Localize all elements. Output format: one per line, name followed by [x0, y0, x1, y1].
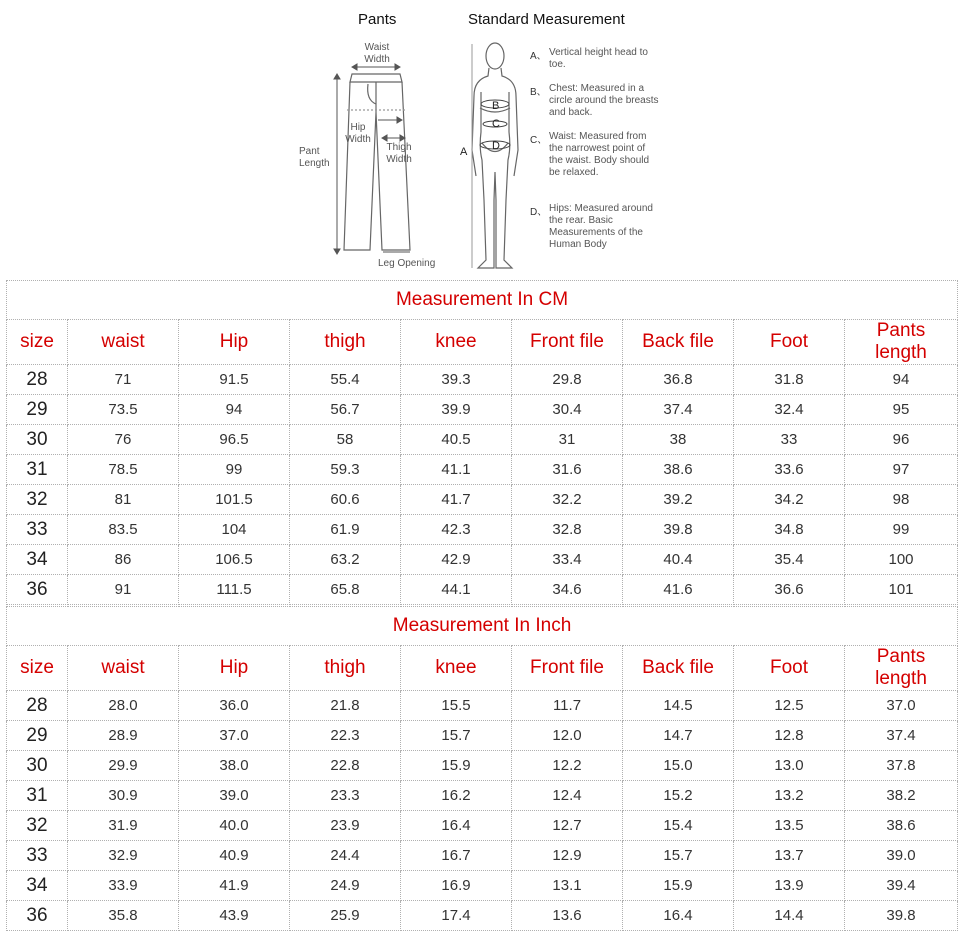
col-header-knee: knee: [401, 320, 512, 365]
col-header-thigh: thigh: [290, 646, 401, 691]
value-cell: 38.6: [623, 455, 734, 485]
col-header-back-file: Back file: [623, 320, 734, 365]
col-header-size: size: [7, 320, 68, 365]
table-row: [7, 781, 958, 811]
value-cell: 22.3: [290, 721, 401, 751]
table-row: [7, 901, 958, 931]
hip-width-label: [340, 122, 376, 146]
value-cell: 56.7: [290, 395, 401, 425]
size-cell: 28: [7, 691, 68, 721]
value-cell: 36.6: [734, 575, 845, 605]
note-c-text: Waist: Measured from the narrowest point of the waist. Body should be relaxed.: [549, 131, 650, 178]
size-cell: 32: [7, 811, 68, 841]
value-cell: 28.9: [68, 721, 179, 751]
value-cell: 16.2: [401, 781, 512, 811]
value-cell: 12.5: [734, 691, 845, 721]
value-cell: 44.1: [401, 575, 512, 605]
value-cell: 23.9: [290, 811, 401, 841]
value-cell: 16.7: [401, 841, 512, 871]
col-header-pants-length: [845, 320, 958, 365]
size-cell: 33: [7, 841, 68, 871]
cm-table-caption: Measurement In CM: [7, 281, 958, 320]
value-cell: 101.5: [179, 485, 290, 515]
note-c-key: C、: [530, 135, 548, 146]
pant-length-label-line1: Pant: [299, 146, 320, 157]
value-cell: 42.3: [401, 515, 512, 545]
table-row: [7, 721, 958, 751]
value-cell: 35.4: [734, 545, 845, 575]
value-cell: 22.8: [290, 751, 401, 781]
waist-width-label-line1: Waist: [364, 42, 390, 53]
value-cell: 34.6: [512, 575, 623, 605]
value-cell: 40.4: [623, 545, 734, 575]
value-cell: 15.7: [401, 721, 512, 751]
table-row: [7, 395, 958, 425]
value-cell: 28.0: [68, 691, 179, 721]
table-row: [7, 545, 958, 575]
value-cell: 16.4: [401, 811, 512, 841]
value-cell: 60.6: [290, 485, 401, 515]
value-cell: 33: [734, 425, 845, 455]
size-cell: 34: [7, 545, 68, 575]
value-cell: 16.9: [401, 871, 512, 901]
size-cell: 33: [7, 515, 68, 545]
value-cell: 31: [512, 425, 623, 455]
value-cell: 94: [845, 365, 958, 395]
value-cell: 97: [845, 455, 958, 485]
table-row: [7, 811, 958, 841]
value-cell: 17.4: [401, 901, 512, 931]
col-header-front-file: Front file: [512, 646, 623, 691]
value-cell: 81: [68, 485, 179, 515]
col-header-waist: waist: [68, 320, 179, 365]
value-cell: 15.9: [623, 871, 734, 901]
value-cell: 36.0: [179, 691, 290, 721]
value-cell: 76: [68, 425, 179, 455]
col-header-back-file: Back file: [623, 646, 734, 691]
value-cell: 42.9: [401, 545, 512, 575]
size-cell: 34: [7, 871, 68, 901]
value-cell: 33.9: [68, 871, 179, 901]
value-cell: 99: [179, 455, 290, 485]
table-row: [7, 841, 958, 871]
note-d-text: Hips: Measured around the rear. Basic Measurements of the Human Body: [549, 203, 653, 250]
value-cell: 106.5: [179, 545, 290, 575]
value-cell: 13.7: [734, 841, 845, 871]
col-header-foot: Foot: [734, 646, 845, 691]
value-cell: 91.5: [179, 365, 290, 395]
thigh-width-label-line2: Width: [386, 154, 412, 165]
table-row: [7, 871, 958, 901]
value-cell: 33.4: [512, 545, 623, 575]
value-cell: 61.9: [290, 515, 401, 545]
cm-table-body: [7, 365, 958, 605]
value-cell: 86: [68, 545, 179, 575]
pant-length-label-line2: Length: [299, 158, 330, 169]
value-cell: 32.8: [512, 515, 623, 545]
value-cell: 37.8: [845, 751, 958, 781]
value-cell: 15.9: [401, 751, 512, 781]
value-cell: 12.8: [734, 721, 845, 751]
inch-size-table: [6, 606, 958, 931]
value-cell: 40.5: [401, 425, 512, 455]
thigh-width-label: [381, 142, 417, 166]
value-cell: 96: [845, 425, 958, 455]
inch-table-header-row: [7, 646, 958, 691]
note-b-text: Chest: Measured in a circle around the breasts and back.: [549, 83, 659, 118]
value-cell: 13.6: [512, 901, 623, 931]
hip-width-label-line2: Width: [345, 134, 371, 145]
col-header-waist: waist: [68, 646, 179, 691]
measurement-diagram: [0, 0, 962, 278]
size-cell: 32: [7, 485, 68, 515]
value-cell: 13.0: [734, 751, 845, 781]
value-cell: 23.3: [290, 781, 401, 811]
value-cell: 15.4: [623, 811, 734, 841]
value-cell: 78.5: [68, 455, 179, 485]
body-letter-c: C: [492, 118, 500, 130]
value-cell: 36.8: [623, 365, 734, 395]
standard-measurement-title: Standard Measurement: [468, 11, 625, 28]
size-cell: 29: [7, 721, 68, 751]
value-cell: 32.9: [68, 841, 179, 871]
value-cell: 39.0: [179, 781, 290, 811]
table-row: [7, 485, 958, 515]
table-row: [7, 455, 958, 485]
value-cell: 12.7: [512, 811, 623, 841]
value-cell: 24.9: [290, 871, 401, 901]
value-cell: 13.2: [734, 781, 845, 811]
table-row: [7, 691, 958, 721]
value-cell: 111.5: [179, 575, 290, 605]
col-header-size: size: [7, 646, 68, 691]
note-b-key: B、: [530, 87, 547, 98]
note-a-text: Vertical height head to toe.: [549, 47, 648, 70]
value-cell: 34.8: [734, 515, 845, 545]
note-d-key: D、: [530, 207, 548, 218]
value-cell: 95: [845, 395, 958, 425]
col-header-front-file: Front file: [512, 320, 623, 365]
note-a-key: A、: [530, 51, 547, 62]
value-cell: 12.9: [512, 841, 623, 871]
value-cell: 71: [68, 365, 179, 395]
value-cell: 37.0: [845, 691, 958, 721]
value-cell: 12.2: [512, 751, 623, 781]
value-cell: 37.4: [845, 721, 958, 751]
pant-length-label: [299, 146, 339, 170]
value-cell: 30.4: [512, 395, 623, 425]
value-cell: 39.2: [623, 485, 734, 515]
pants-title: Pants: [358, 11, 397, 28]
value-cell: 101: [845, 575, 958, 605]
table-row: [7, 515, 958, 545]
size-cell: 36: [7, 575, 68, 605]
value-cell: 15.7: [623, 841, 734, 871]
value-cell: 38.6: [845, 811, 958, 841]
inch-table-caption: Measurement In Inch: [7, 607, 958, 646]
value-cell: 13.5: [734, 811, 845, 841]
waist-width-label: [358, 42, 396, 66]
value-cell: 39.4: [845, 871, 958, 901]
body-letter-d: D: [492, 140, 500, 152]
value-cell: 73.5: [68, 395, 179, 425]
value-cell: 15.0: [623, 751, 734, 781]
body-illustration: [472, 43, 518, 268]
value-cell: 91: [68, 575, 179, 605]
value-cell: 32.4: [734, 395, 845, 425]
value-cell: 39.8: [623, 515, 734, 545]
size-cell: 30: [7, 425, 68, 455]
value-cell: 29.8: [512, 365, 623, 395]
value-cell: 15.5: [401, 691, 512, 721]
size-cell: 28: [7, 365, 68, 395]
value-cell: 21.8: [290, 691, 401, 721]
value-cell: 12.4: [512, 781, 623, 811]
value-cell: 39.9: [401, 395, 512, 425]
value-cell: 24.4: [290, 841, 401, 871]
size-cell: 29: [7, 395, 68, 425]
col-header-pants-length-line1: Pants: [876, 320, 926, 341]
value-cell: 14.7: [623, 721, 734, 751]
value-cell: 13.9: [734, 871, 845, 901]
col-header-pants-length-line2: length: [875, 342, 927, 363]
value-cell: 41.1: [401, 455, 512, 485]
value-cell: 11.7: [512, 691, 623, 721]
col-header-pants-length-line1: Pants: [876, 646, 926, 667]
value-cell: 15.2: [623, 781, 734, 811]
value-cell: 96.5: [179, 425, 290, 455]
value-cell: 41.6: [623, 575, 734, 605]
value-cell: 65.8: [290, 575, 401, 605]
waist-width-label-line2: Width: [364, 54, 390, 65]
value-cell: 14.5: [623, 691, 734, 721]
value-cell: 32.2: [512, 485, 623, 515]
value-cell: 58: [290, 425, 401, 455]
value-cell: 43.9: [179, 901, 290, 931]
value-cell: 30.9: [68, 781, 179, 811]
value-cell: 35.8: [68, 901, 179, 931]
value-cell: 38.2: [845, 781, 958, 811]
value-cell: 83.5: [68, 515, 179, 545]
col-header-thigh: thigh: [290, 320, 401, 365]
cm-size-table: [6, 280, 958, 605]
hip-width-label-line1: Hip: [350, 122, 366, 133]
table-row: [7, 365, 958, 395]
body-letter-b: B: [492, 100, 500, 112]
value-cell: 31.6: [512, 455, 623, 485]
value-cell: 38: [623, 425, 734, 455]
col-header-hip: Hip: [179, 646, 290, 691]
cm-table-header-row: [7, 320, 958, 365]
value-cell: 25.9: [290, 901, 401, 931]
value-cell: 40.0: [179, 811, 290, 841]
value-cell: 31.8: [734, 365, 845, 395]
thigh-width-label-line1: Thigh: [386, 142, 412, 153]
col-header-foot: Foot: [734, 320, 845, 365]
body-letter-a: A: [460, 146, 468, 158]
inch-table-body: [7, 691, 958, 931]
value-cell: 98: [845, 485, 958, 515]
value-cell: 40.9: [179, 841, 290, 871]
value-cell: 33.6: [734, 455, 845, 485]
value-cell: 63.2: [290, 545, 401, 575]
table-row: [7, 751, 958, 781]
value-cell: 37.4: [623, 395, 734, 425]
diagram-art: [0, 0, 962, 278]
value-cell: 34.2: [734, 485, 845, 515]
value-cell: 99: [845, 515, 958, 545]
table-row: [7, 425, 958, 455]
col-header-pants-length-line2: length: [875, 668, 927, 689]
value-cell: 13.1: [512, 871, 623, 901]
col-header-knee: knee: [401, 646, 512, 691]
value-cell: 16.4: [623, 901, 734, 931]
value-cell: 31.9: [68, 811, 179, 841]
value-cell: 41.7: [401, 485, 512, 515]
value-cell: 37.0: [179, 721, 290, 751]
value-cell: 14.4: [734, 901, 845, 931]
size-cell: 30: [7, 751, 68, 781]
table-row: [7, 575, 958, 605]
value-cell: 38.0: [179, 751, 290, 781]
value-cell: 104: [179, 515, 290, 545]
value-cell: 39.3: [401, 365, 512, 395]
inch-table-wrapper: [6, 606, 957, 931]
size-cell: 31: [7, 455, 68, 485]
value-cell: 41.9: [179, 871, 290, 901]
value-cell: 29.9: [68, 751, 179, 781]
col-header-pants-length: [845, 646, 958, 691]
value-cell: 55.4: [290, 365, 401, 395]
value-cell: 94: [179, 395, 290, 425]
cm-table-wrapper: [6, 280, 957, 605]
size-cell: 36: [7, 901, 68, 931]
size-cell: 31: [7, 781, 68, 811]
col-header-hip: Hip: [179, 320, 290, 365]
value-cell: 12.0: [512, 721, 623, 751]
value-cell: 39.8: [845, 901, 958, 931]
value-cell: 59.3: [290, 455, 401, 485]
leg-opening-label: Leg Opening: [378, 258, 436, 269]
value-cell: 100: [845, 545, 958, 575]
value-cell: 39.0: [845, 841, 958, 871]
